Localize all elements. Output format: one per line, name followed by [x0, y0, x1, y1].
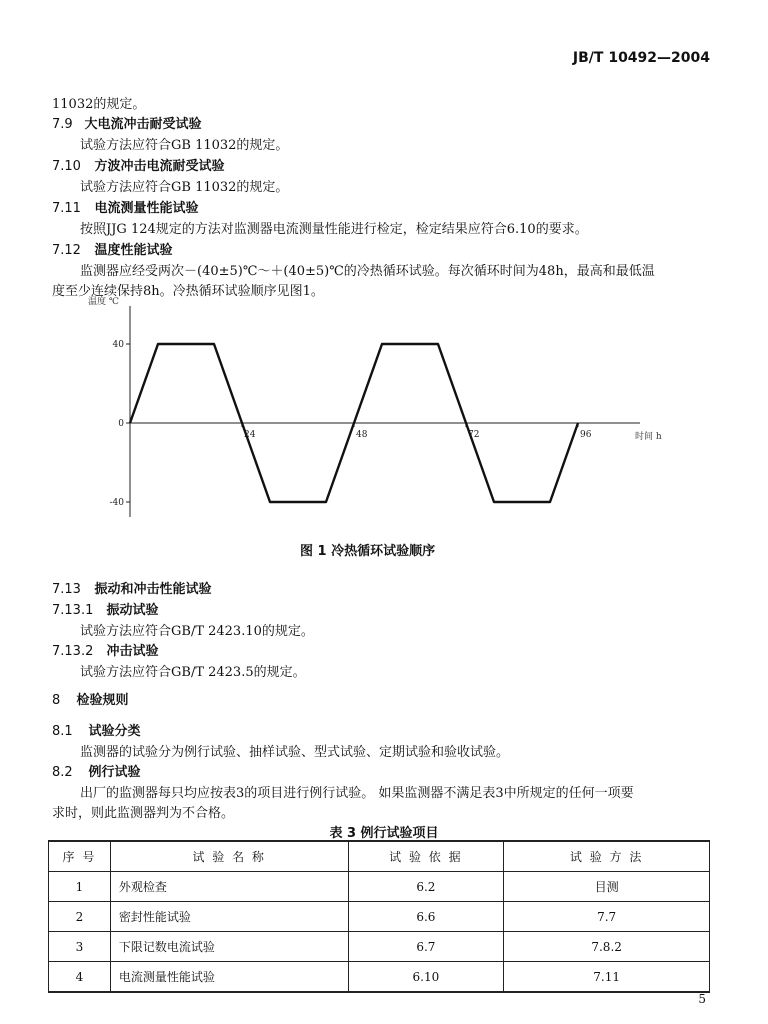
cell-basis: 6.10	[348, 962, 504, 993]
routine-test-table	[48, 840, 710, 993]
col-header-method: 试 验 方 法	[504, 841, 710, 872]
table-row	[49, 932, 710, 962]
section-title: 检验规则	[76, 693, 129, 708]
section-title: 方波冲击电流耐受试验	[94, 159, 225, 174]
figure-caption: 图 1 冷热循环试验顺序	[300, 544, 436, 559]
section-7-12-text-line1: 监测器应经受两次－(40±5)℃～＋(40±5)℃的冷热循环试验。每次循环时间为48h，最高和最低温	[80, 264, 655, 279]
cell-no: 1	[49, 872, 111, 902]
section-title: 试验分类	[88, 724, 141, 739]
continuation-text: 11032的规定。	[52, 97, 146, 112]
section-7-12-heading	[52, 239, 173, 258]
y-axis-label: 温度 ℃	[88, 297, 119, 307]
section-number: 7.13.1	[52, 603, 94, 618]
table-row	[49, 902, 710, 932]
section-number: 7.13	[52, 582, 81, 597]
section-7-11-text: 按照JJG 124规定的方法对监测器电流测量性能进行检定，检定结果应符合6.10的要求。	[80, 222, 588, 237]
section-title: 冲击试验	[106, 644, 159, 659]
section-8-2-heading	[52, 761, 141, 780]
section-7-13-heading	[52, 578, 212, 597]
table-row	[49, 872, 710, 902]
section-7-9-heading	[52, 113, 202, 132]
section-title: 大电流冲击耐受试验	[84, 117, 202, 132]
table-title: 表 3 例行试验项目	[329, 826, 439, 841]
section-number: 7.13.2	[52, 644, 94, 659]
y-tick-label: -40	[109, 498, 124, 508]
cell-method: 7.7	[504, 902, 710, 932]
cell-method: 7.8.2	[504, 932, 710, 962]
x-axis-label: 时间 h	[635, 432, 662, 442]
section-8-1-heading	[52, 720, 141, 739]
section-8-heading	[52, 689, 129, 708]
section-7-13-1-text: 试验方法应符合GB/T 2423.10的规定。	[80, 624, 314, 639]
cell-no: 3	[49, 932, 111, 962]
cell-basis: 6.7	[348, 932, 504, 962]
section-title: 振动试验	[106, 603, 159, 618]
section-number: 8.1	[52, 724, 73, 739]
section-7-13-2-text: 试验方法应符合GB/T 2423.5的规定。	[80, 665, 306, 680]
section-8-2-text-line1: 出厂的监测器每只均应按表3的项目进行例行试验。 如果监测器不满足表3中所规定的任何一项要	[80, 786, 634, 801]
x-tick-label: 96	[580, 430, 592, 440]
section-7-11-heading	[52, 197, 199, 216]
cell-name: 电流测量性能试验	[110, 962, 348, 993]
section-7-10-heading	[52, 155, 225, 174]
col-header-name: 试 验 名 称	[110, 841, 348, 872]
x-tick-label: 72	[468, 430, 480, 440]
cell-name: 密封性能试验	[110, 902, 348, 932]
section-7-10-text: 试验方法应符合GB 11032的规定。	[80, 180, 289, 195]
cell-basis: 6.6	[348, 902, 504, 932]
section-number: 7.12	[52, 243, 81, 258]
standard-code: JB/T 10492—2004	[572, 50, 710, 66]
cell-name: 下限记数电流试验	[110, 932, 348, 962]
section-number: 7.9	[52, 117, 73, 132]
section-number: 8	[52, 693, 61, 708]
col-header-basis: 试 验 依 据	[348, 841, 504, 872]
section-title: 振动和冲击性能试验	[94, 582, 212, 597]
cell-method: 7.11	[504, 962, 710, 993]
cell-basis: 6.2	[348, 872, 504, 902]
page-number: 5	[698, 992, 706, 1006]
section-number: 7.11	[52, 201, 81, 216]
col-header-no: 序 号	[49, 841, 111, 872]
section-number: 8.2	[52, 765, 73, 780]
table-row	[49, 962, 710, 993]
section-number: 7.10	[52, 159, 81, 174]
x-tick-label: 24	[244, 430, 256, 440]
section-7-13-2-heading	[52, 640, 159, 659]
cell-method: 目测	[504, 872, 710, 902]
chart-layer	[88, 295, 662, 517]
section-8-2-text-line2: 求时，则此监测器判为不合格。	[52, 806, 235, 821]
section-title: 例行试验	[88, 765, 141, 780]
cell-name: 外观检查	[110, 872, 348, 902]
cell-no: 4	[49, 962, 111, 993]
section-7-12-text-line2: 度至少连续保持8h。冷热循环试验顺序见图1。	[52, 284, 324, 299]
section-8-1-text: 监测器的试验分为例行试验、抽样试验、型式试验、定期试验和验收试验。	[80, 745, 510, 760]
y-tick-label: 40	[112, 340, 124, 350]
y-tick-label: 0	[118, 419, 124, 429]
cell-no: 2	[49, 902, 111, 932]
section-7-9-text: 试验方法应符合GB 11032的规定。	[80, 138, 289, 153]
thermal-cycle-chart	[80, 292, 680, 527]
section-title: 电流测量性能试验	[94, 201, 199, 216]
section-7-13-1-heading	[52, 599, 159, 618]
x-tick-label: 48	[356, 430, 368, 440]
section-title: 温度性能试验	[94, 243, 173, 258]
table-header-row	[49, 841, 710, 872]
